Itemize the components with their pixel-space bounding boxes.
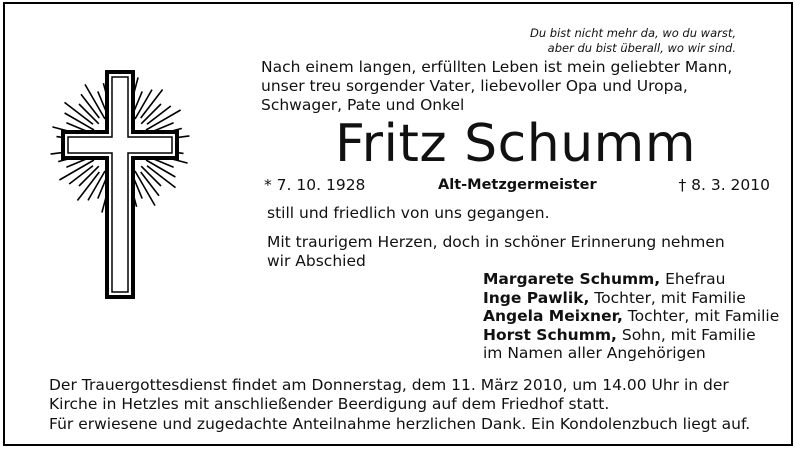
mourner-name: Inge Pawlik,: [483, 288, 590, 307]
mourner-name: Horst Schumm,: [483, 325, 617, 344]
intro-text: Nach einem langen, erfüllten Leben ist mein geliebter Mann, unser treu sorgender Vater, liebevoller Opa und Uropa, Schwager, Pate und Onkel: [261, 58, 733, 114]
obituary-notice: [3, 2, 793, 446]
mourner-item: [483, 326, 779, 345]
mourner-name: Margarete Schumm,: [483, 270, 661, 288]
death-date: † 8. 3. 2010: [678, 176, 770, 194]
epigraph-quote: [530, 26, 736, 56]
mourner-relation: Tochter, mit Familie: [589, 288, 746, 307]
mourner-item: [483, 270, 779, 289]
funeral-service-text: Der Trauergottesdienst findet am Donnerstag, dem 11. März 2010, um 14.00 Uhr in der Kirche in Hetzles mit anschließender Beerdigung auf dem Friedhof statt.: [49, 376, 729, 413]
passing-text: still und friedlich von uns gegangen.: [267, 204, 550, 222]
mourner-relation: Ehefrau: [660, 270, 726, 288]
quote-line-2: aber du bist überall, wo wir sind.: [547, 41, 736, 55]
mourner-name: Angela Meixner,: [483, 307, 623, 325]
all-relatives-line: im Namen aller Angehörigen: [483, 344, 706, 362]
mourner-item: [483, 289, 779, 308]
birth-date: * 7. 10. 1928: [264, 176, 366, 194]
cross-graphic: [45, 52, 195, 312]
quote-line-1: Du bist nicht mehr da, wo du warst,: [530, 26, 736, 40]
profession-title: Alt-Metzgermeister: [438, 177, 597, 193]
mourner-relation: Tochter, mit Familie: [622, 307, 780, 325]
deceased-name: Fritz Schumm: [335, 114, 696, 174]
mourner-relation: Sohn, mit Familie: [616, 325, 756, 344]
radiant-cross-icon: [45, 52, 195, 312]
thanks-text: Für erwiesene und zugedachte Anteilnahme herzlichen Dank. Ein Kondolenzbuch liegt auf.: [49, 415, 751, 433]
mourner-item: [483, 307, 779, 326]
mourners-list: [483, 270, 779, 363]
farewell-text: Mit traurigem Herzen, doch in schöner Erinnerung nehmen wir Abschied: [267, 233, 725, 270]
